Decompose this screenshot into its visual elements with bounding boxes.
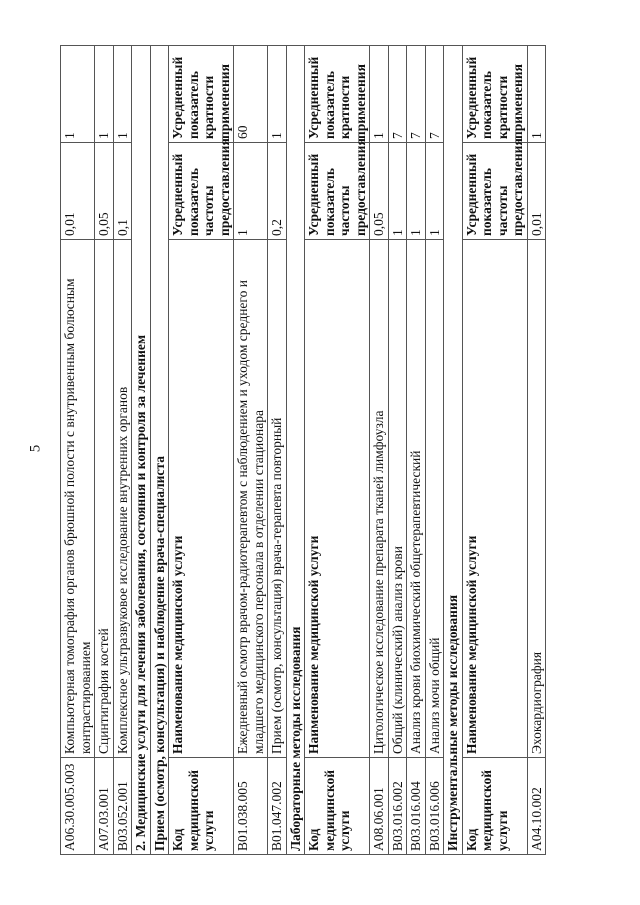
table-row [370, 46, 389, 855]
service-code: A07.03.001 [95, 758, 114, 855]
multiplicity-value: 1 [268, 46, 287, 143]
frequency-value: 1 [234, 143, 268, 240]
frequency-value: 0,2 [268, 143, 287, 240]
table-row [113, 46, 132, 855]
column-header-row [305, 46, 370, 855]
header-multiplicity: Усредненный показатель кратности применения [462, 46, 527, 143]
header-code: Код медицинской услуги [169, 758, 234, 855]
subsection-heading-row [444, 46, 463, 855]
header-name: Наименование медицинской услуги [305, 240, 370, 758]
service-name: Анализ мочи общий [425, 240, 444, 758]
frequency-value: 1 [425, 143, 444, 240]
header-code: Код медицинской услуги [305, 758, 370, 855]
section-title: 2. Медицинские услуги для лечения заболевания, состояния и контроля за лечением [132, 46, 151, 855]
header-frequency: Усредненный показатель частоты предоставления [462, 143, 527, 240]
table-row [425, 46, 444, 855]
multiplicity-value: 7 [388, 46, 407, 143]
frequency-value: 0,05 [370, 143, 389, 240]
service-code: A04.10.002 [527, 758, 546, 855]
header-name: Наименование медицинской услуги [169, 240, 234, 758]
multiplicity-value: 7 [425, 46, 444, 143]
service-name: Цитологическое исследование препарата тканей лимфоузла [370, 240, 389, 758]
table-row [268, 46, 287, 855]
subsection-title: Инструментальные методы исследования [444, 46, 463, 855]
header-code: Код медицинской услуги [462, 758, 527, 855]
header-frequency: Усредненный показатель частоты предоставления [169, 143, 234, 240]
service-name: Компьютерная томография органов брюшной полости с внутривенным болюсным контрастированием [61, 240, 95, 758]
multiplicity-value: 1 [61, 46, 95, 143]
frequency-value: 0,1 [113, 143, 132, 240]
service-code: A06.30.005.003 [61, 758, 95, 855]
subsection-title: Лабораторные методы исследования [286, 46, 305, 855]
frequency-value: 1 [388, 143, 407, 240]
medical-services-table [60, 45, 546, 855]
subsection-heading-row [286, 46, 305, 855]
multiplicity-value: 1 [113, 46, 132, 143]
frequency-value: 0,01 [527, 143, 546, 240]
multiplicity-value: 1 [370, 46, 389, 143]
header-name: Наименование медицинской услуги [462, 240, 527, 758]
multiplicity-value: 60 [234, 46, 268, 143]
header-multiplicity: Усредненный показатель кратности применения [305, 46, 370, 143]
service-code: B01.038.005 [234, 758, 268, 855]
subsection-title: Прием (осмотр, консультация) и наблюдение врача-специалиста [150, 46, 169, 855]
table-row [388, 46, 407, 855]
service-code: B01.047.002 [268, 758, 287, 855]
table-row [95, 46, 114, 855]
column-header-row [462, 46, 527, 855]
service-name: Ежедневный осмотр врачом-радиотерапевтом с наблюдением и уходом среднего и младшего медицинского персонала в отделении стационара [234, 240, 268, 758]
table-row [407, 46, 426, 855]
table-row [527, 46, 546, 855]
service-name: Сцинтиграфия костей [95, 240, 114, 758]
frequency-value: 0,05 [95, 143, 114, 240]
service-code: B03.052.001 [113, 758, 132, 855]
header-frequency: Усредненный показатель частоты предоставления [305, 143, 370, 240]
table-row [61, 46, 95, 855]
service-name: Общий (клинический) анализ крови [388, 240, 407, 758]
service-name: Прием (осмотр, консультация) врача-терапевта повторный [268, 240, 287, 758]
multiplicity-value: 7 [407, 46, 426, 143]
column-header-row [169, 46, 234, 855]
service-name: Эхокардиография [527, 240, 546, 758]
service-name: Анализ крови биохимический общетерапевтический [407, 240, 426, 758]
multiplicity-value: 1 [527, 46, 546, 143]
rotated-document-body [60, 45, 546, 855]
service-code: B03.016.002 [388, 758, 407, 855]
page-number: 5 [27, 444, 44, 453]
section-heading-row [132, 46, 151, 855]
service-code: B03.016.006 [425, 758, 444, 855]
service-code: B03.016.004 [407, 758, 426, 855]
service-name: Комплексное ультразвуковое исследование внутренних органов [113, 240, 132, 758]
subsection-heading-row [150, 46, 169, 855]
frequency-value: 0,01 [61, 143, 95, 240]
frequency-value: 1 [407, 143, 426, 240]
service-code: A08.06.001 [370, 758, 389, 855]
multiplicity-value: 1 [95, 46, 114, 143]
header-multiplicity: Усредненный показатель кратности применения [169, 46, 234, 143]
table-row [234, 46, 268, 855]
